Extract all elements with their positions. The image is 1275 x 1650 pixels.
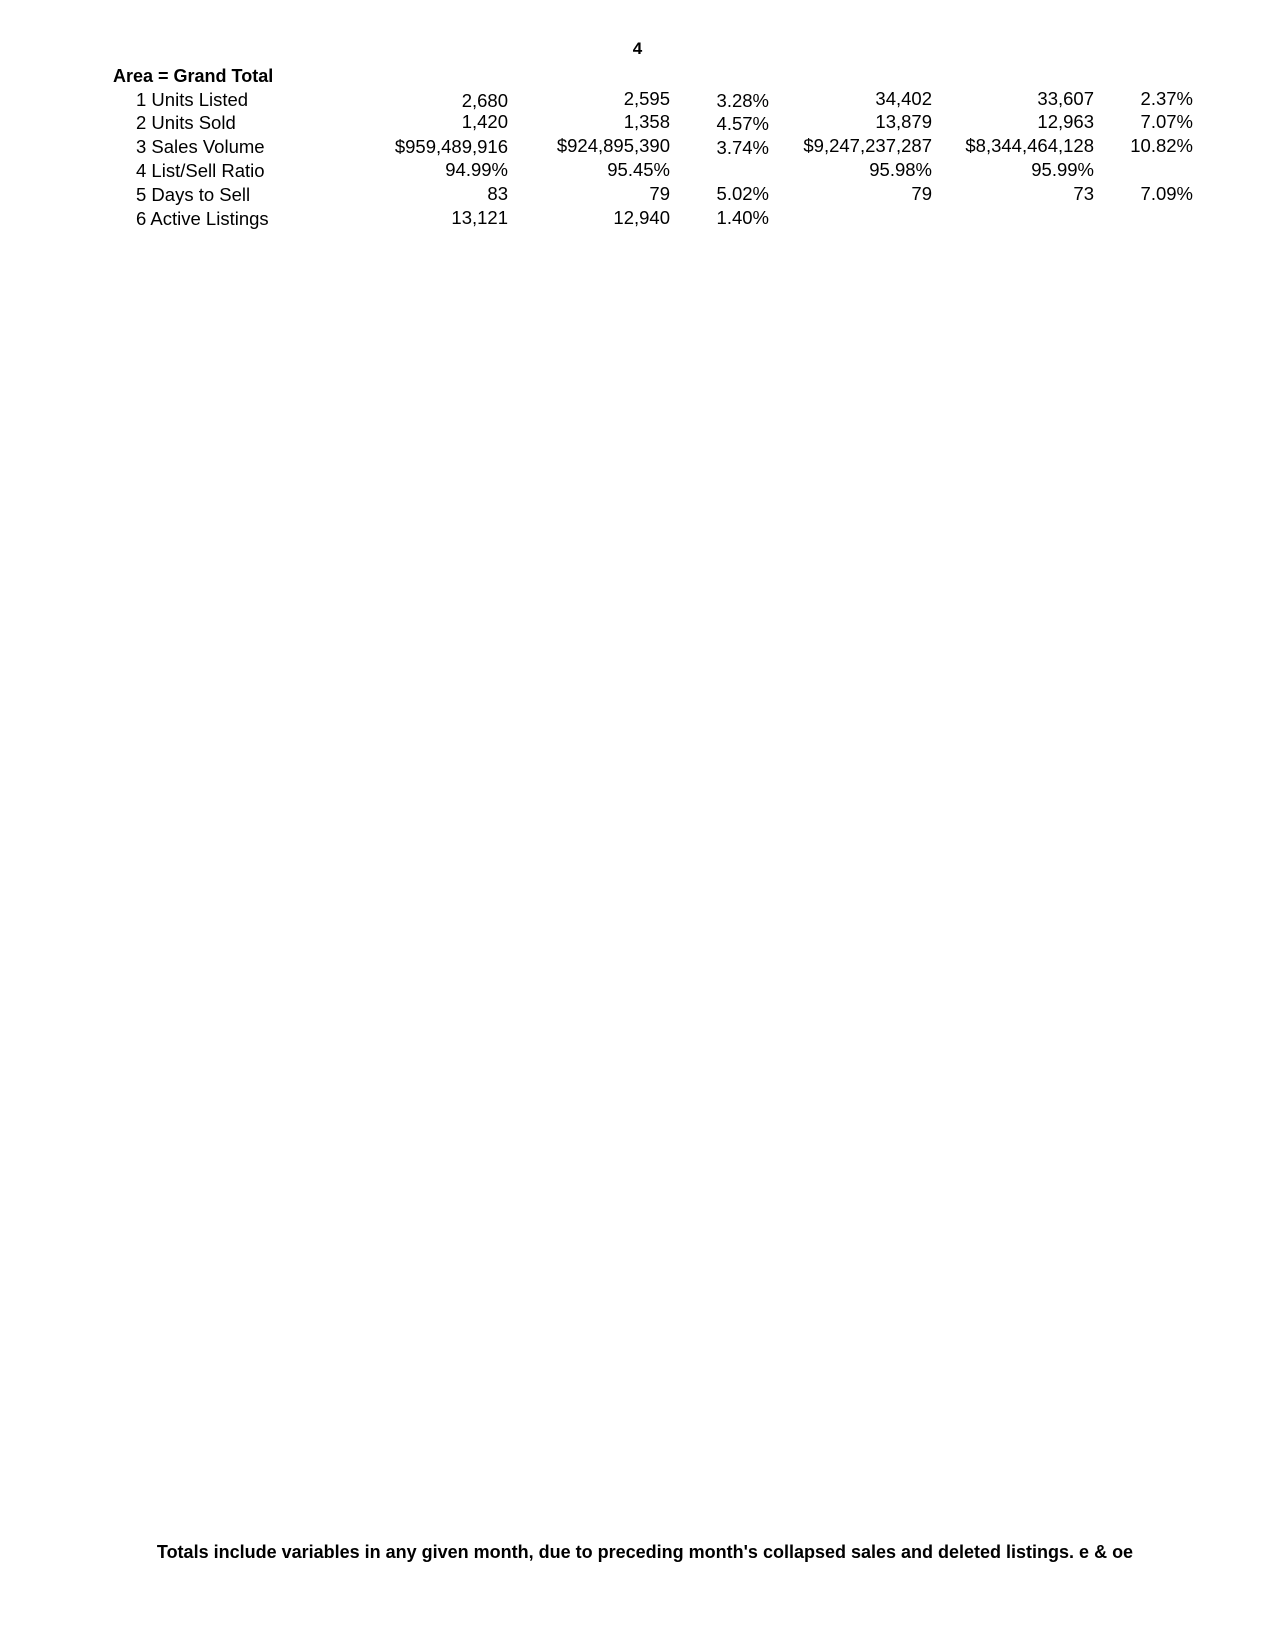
month-change-percent: 3.74% — [716, 137, 769, 158]
table-row — [0, 208, 1275, 232]
table-row — [0, 112, 1275, 136]
prior-month-value: 79 — [649, 183, 670, 204]
ytd-prior-value: 12,963 — [1037, 111, 1094, 132]
month-change-percent: 5.02% — [716, 183, 769, 204]
row-label: 3 Sales Volume — [136, 136, 265, 157]
ytd-current-value: 79 — [911, 183, 932, 204]
ytd-prior-value: $8,344,464,128 — [965, 135, 1094, 156]
row-label: 4 List/Sell Ratio — [136, 160, 265, 181]
ytd-prior-value: 95.99% — [1031, 159, 1094, 180]
ytd-change-percent: 2.37% — [1140, 88, 1193, 109]
ytd-change-percent: 7.07% — [1140, 111, 1193, 132]
current-month-value: 83 — [487, 183, 508, 204]
current-month-value: 1,420 — [461, 111, 508, 132]
ytd-current-value: $9,247,237,287 — [803, 135, 932, 156]
ytd-prior-value: 33,607 — [1037, 88, 1094, 109]
month-change-percent: 4.57% — [716, 113, 769, 134]
table-row — [0, 160, 1275, 184]
current-month-value: $959,489,916 — [394, 136, 508, 157]
page-number: 4 — [632, 39, 643, 58]
month-change-percent: 3.28% — [716, 90, 769, 111]
ytd-current-value: 95.98% — [869, 159, 932, 180]
ytd-prior-value: 73 — [1073, 183, 1094, 204]
table-row — [0, 184, 1275, 208]
month-change-percent: 1.40% — [716, 207, 769, 228]
row-label: 6 Active Listings — [136, 208, 269, 229]
ytd-current-value: 13,879 — [875, 111, 932, 132]
ytd-change-percent: 10.82% — [1130, 135, 1193, 156]
prior-month-value: $924,895,390 — [556, 135, 670, 156]
prior-month-value: 2,595 — [623, 88, 670, 109]
row-label: 2 Units Sold — [136, 112, 236, 133]
current-month-value: 2,680 — [461, 90, 508, 111]
row-label: 5 Days to Sell — [136, 184, 251, 205]
prior-month-value: 95.45% — [607, 159, 670, 180]
ytd-current-value: 34,402 — [875, 88, 932, 109]
footer-note: Totals include variables in any given month, due to preceding month's collapsed sales and deleted listings. e & oe — [156, 1542, 1134, 1562]
area-title: Area = Grand Total — [113, 66, 274, 86]
row-label: 1 Units Listed — [136, 89, 249, 110]
prior-month-value: 12,940 — [613, 207, 670, 228]
ytd-change-percent: 7.09% — [1140, 183, 1193, 204]
current-month-value: 13,121 — [451, 207, 508, 228]
prior-month-value: 1,358 — [623, 111, 670, 132]
table-row — [0, 89, 1275, 113]
table-row — [0, 136, 1275, 160]
current-month-value: 94.99% — [445, 159, 508, 180]
